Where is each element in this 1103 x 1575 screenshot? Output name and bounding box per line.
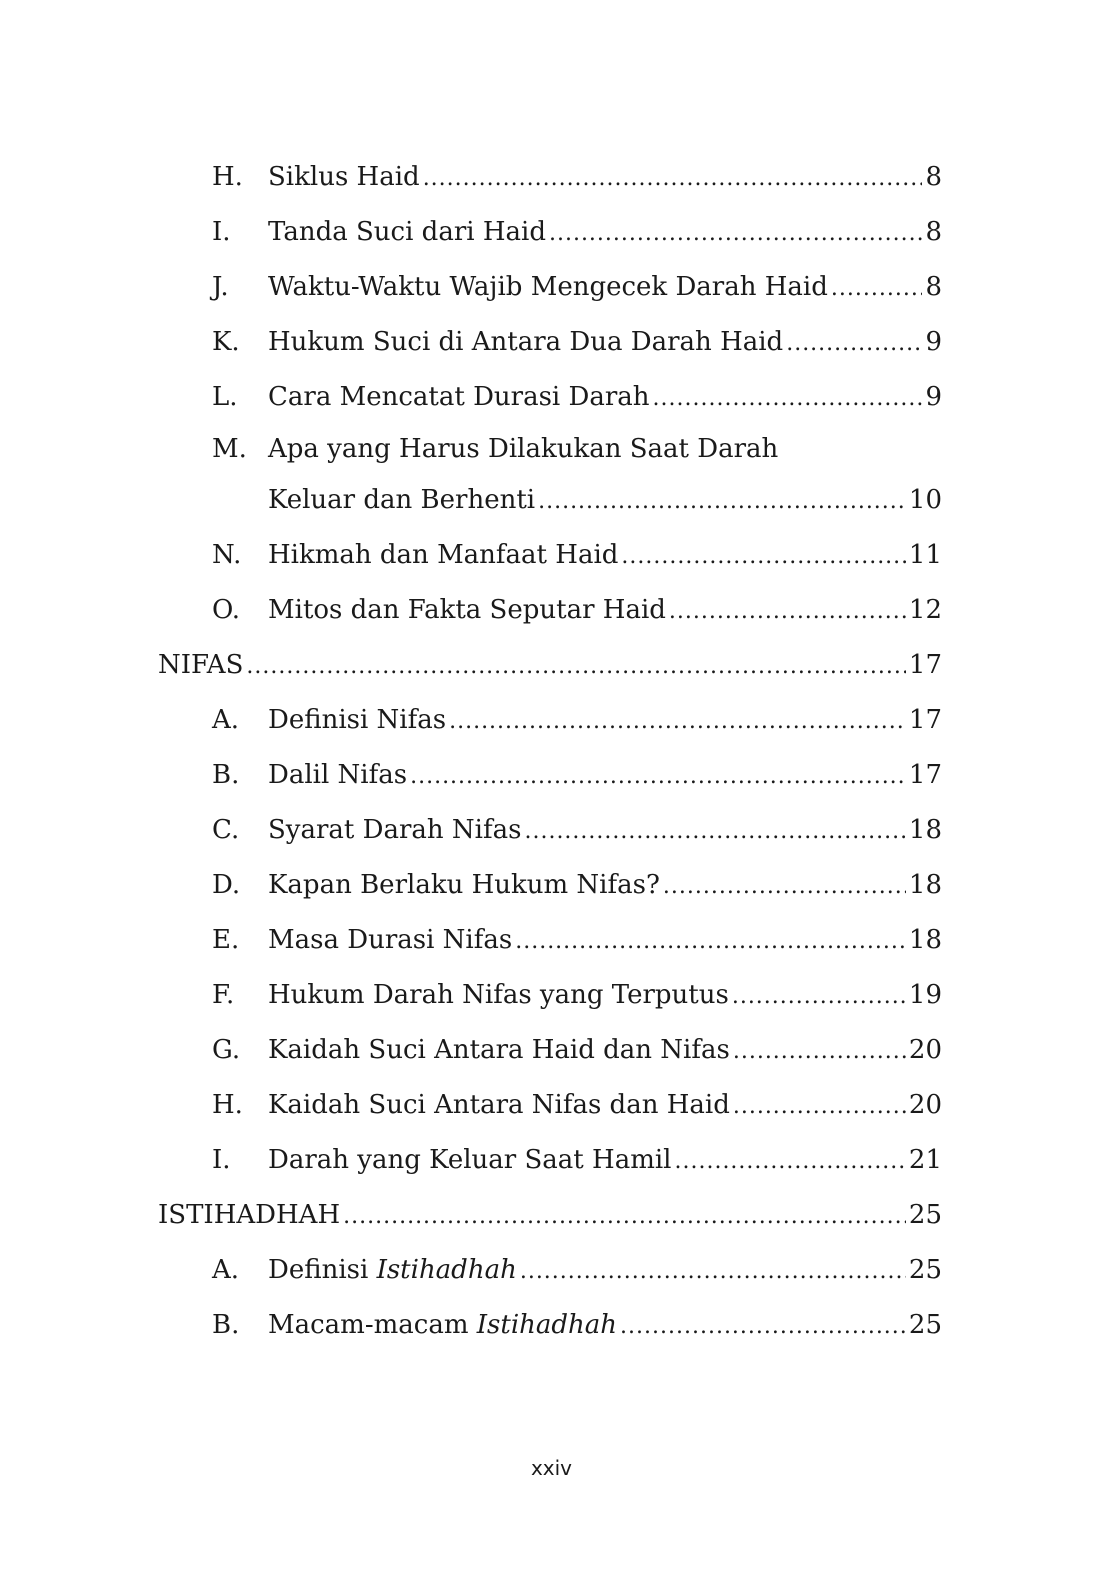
toc-entry-title: Siklus Haid: [268, 162, 420, 192]
toc-chapter-istihadhah[interactable]: [158, 1188, 942, 1243]
toc-entry-siklus-haid[interactable]: [158, 150, 942, 205]
toc-entry-title: Dalil Nifas: [268, 760, 408, 790]
toc-entry-definisi-nifas[interactable]: [158, 693, 942, 748]
toc-entry-title-line1: Apa yang Harus Dilakukan Saat Darah: [268, 434, 779, 464]
dot-leader: [621, 529, 906, 584]
toc-entry-letter: D.: [212, 870, 241, 900]
toc-entry-waktu-wajib[interactable]: [158, 260, 942, 315]
toc-entry-page: 17: [908, 760, 942, 790]
toc-entry-title: [268, 1243, 517, 1298]
toc-entry-mitos[interactable]: [158, 583, 942, 638]
dot-leader: [520, 1244, 906, 1299]
toc-entry-letter: K.: [212, 327, 240, 357]
toc-entry-definisi-istihadhah[interactable]: [158, 1243, 942, 1298]
toc-entry-title: Hukum Suci di Antara Dua Darah Haid: [268, 327, 784, 357]
table-of-contents: [158, 150, 942, 1353]
toc-entry-page: 25: [908, 1310, 942, 1340]
toc-entry-letter: B.: [212, 760, 240, 790]
toc-entry-title: [268, 1298, 617, 1353]
toc-entry-hukum-darah[interactable]: [158, 968, 942, 1023]
dot-leader: [733, 1024, 906, 1079]
dot-leader: [732, 969, 906, 1024]
dot-leader: [423, 151, 923, 206]
toc-entry-title: Kaidah Suci Antara Haid dan Nifas: [268, 1035, 730, 1065]
toc-entry-title: Tanda Suci dari Haid: [268, 217, 546, 247]
toc-entry-hikmah[interactable]: [158, 528, 942, 583]
toc-entry-letter: B.: [212, 1310, 240, 1340]
toc-entry-title: Masa Durasi Nifas: [268, 925, 513, 955]
toc-entry-kaidah-haid-nifas[interactable]: [158, 1023, 942, 1078]
toc-entry-letter: E.: [212, 925, 240, 955]
toc-chapter-page: 25: [908, 1200, 942, 1230]
toc-entry-masa-durasi[interactable]: [158, 913, 942, 968]
dot-leader: [620, 1299, 906, 1354]
toc-entry-title: Hukum Darah Nifas yang Terputus: [268, 980, 729, 1010]
toc-entry-title: Hikmah dan Manfaat Haid: [268, 540, 619, 570]
toc-entry-kapan-berlaku[interactable]: [158, 858, 942, 913]
dot-leader: [831, 261, 923, 316]
toc-entry-kaidah-nifas-haid[interactable]: [158, 1078, 942, 1133]
dot-leader: [246, 639, 906, 694]
toc-entry-page: 19: [908, 980, 942, 1010]
page-number: xxiv: [530, 1456, 573, 1480]
dot-leader: [524, 804, 905, 859]
toc-entry-letter: N.: [212, 540, 242, 570]
dot-leader: [449, 694, 906, 749]
toc-entry-page: 17: [908, 705, 942, 735]
toc-entry-letter: O.: [212, 595, 241, 625]
dot-leader: [549, 206, 922, 261]
toc-entry-page: 8: [925, 162, 942, 192]
toc-entry-title: Cara Mencatat Durasi Darah: [268, 382, 650, 412]
toc-entry-letter: G.: [212, 1035, 241, 1065]
toc-entry-page: 20: [908, 1090, 942, 1120]
toc-entry-page: 10: [908, 485, 942, 515]
toc-entry-title-italic: Istihadhah: [376, 1255, 517, 1285]
toc-chapter-title: NIFAS: [158, 650, 244, 680]
toc-chapter-nifas[interactable]: [158, 638, 942, 693]
toc-entry-title-prefix: Definisi: [268, 1255, 377, 1285]
toc-entry-letter: A.: [212, 705, 240, 735]
toc-entry-page: 18: [908, 925, 942, 955]
dot-leader: [538, 474, 906, 529]
toc-entry-page: 18: [908, 815, 942, 845]
toc-entry-title-line2: Keluar dan Berhenti: [268, 485, 536, 515]
toc-entry-page: 21: [908, 1145, 942, 1175]
toc-entry-page: 9: [925, 327, 942, 357]
toc-entry-letter: I.: [212, 1145, 231, 1175]
toc-entry-letter: J.: [212, 272, 229, 302]
toc-entry-letter: L.: [212, 382, 238, 412]
toc-entry-title: Syarat Darah Nifas: [268, 815, 522, 845]
toc-entry-title: Mitos dan Fakta Seputar Haid: [268, 595, 666, 625]
toc-entry-title: Definisi Nifas: [268, 705, 447, 735]
toc-entry-title: Kapan Berlaku Hukum Nifas?: [268, 870, 660, 900]
dot-leader: [786, 316, 922, 371]
toc-entry-letter: I.: [212, 217, 231, 247]
toc-entry-title-prefix: Macam-macam: [268, 1310, 477, 1340]
toc-entry-letter: H.: [212, 1090, 243, 1120]
toc-entry-page: 11: [908, 540, 942, 570]
toc-entry-dalil-nifas[interactable]: [158, 748, 942, 803]
toc-entry-darah-hamil[interactable]: [158, 1133, 942, 1188]
dot-leader: [663, 859, 906, 914]
toc-entry-letter: F.: [212, 980, 235, 1010]
toc-entry-title-italic: Istihadhah: [476, 1310, 618, 1340]
toc-chapter-title: ISTIHADHAH: [158, 1200, 341, 1230]
toc-entry-title: Kaidah Suci Antara Nifas dan Haid: [268, 1090, 730, 1120]
toc-chapter-page: 17: [908, 650, 942, 680]
toc-entry-page: 8: [925, 272, 942, 302]
dot-leader: [515, 914, 906, 969]
dot-leader: [674, 1134, 905, 1189]
toc-entry-macam-istihadhah[interactable]: [158, 1298, 942, 1353]
toc-entry-apa-yang-harus[interactable]: [158, 425, 942, 528]
toc-entry-page: 18: [908, 870, 942, 900]
toc-entry-title: Darah yang Keluar Saat Hamil: [268, 1145, 672, 1175]
toc-entry-letter: M.: [212, 434, 247, 464]
toc-entry-letter: H.: [212, 162, 243, 192]
dot-leader: [343, 1189, 906, 1244]
toc-entry-page: 25: [908, 1255, 942, 1285]
dot-leader: [410, 749, 906, 804]
toc-entry-tanda-suci[interactable]: [158, 205, 942, 260]
toc-entry-letter: C.: [212, 815, 240, 845]
dot-leader: [653, 371, 923, 426]
toc-entry-page: 20: [908, 1035, 942, 1065]
toc-entry-cara-mencatat[interactable]: [158, 370, 942, 425]
toc-entry-page: 9: [925, 382, 942, 412]
toc-entry-page: 12: [908, 595, 942, 625]
toc-entry-title: Waktu-Waktu Wajib Mengecek Darah Haid: [268, 272, 828, 302]
toc-entry-syarat-darah[interactable]: [158, 803, 942, 858]
dot-leader: [733, 1079, 906, 1134]
toc-entry-letter: A.: [212, 1255, 240, 1285]
toc-entry-hukum-suci[interactable]: [158, 315, 942, 370]
toc-entry-page: 8: [925, 217, 942, 247]
dot-leader: [669, 584, 906, 639]
